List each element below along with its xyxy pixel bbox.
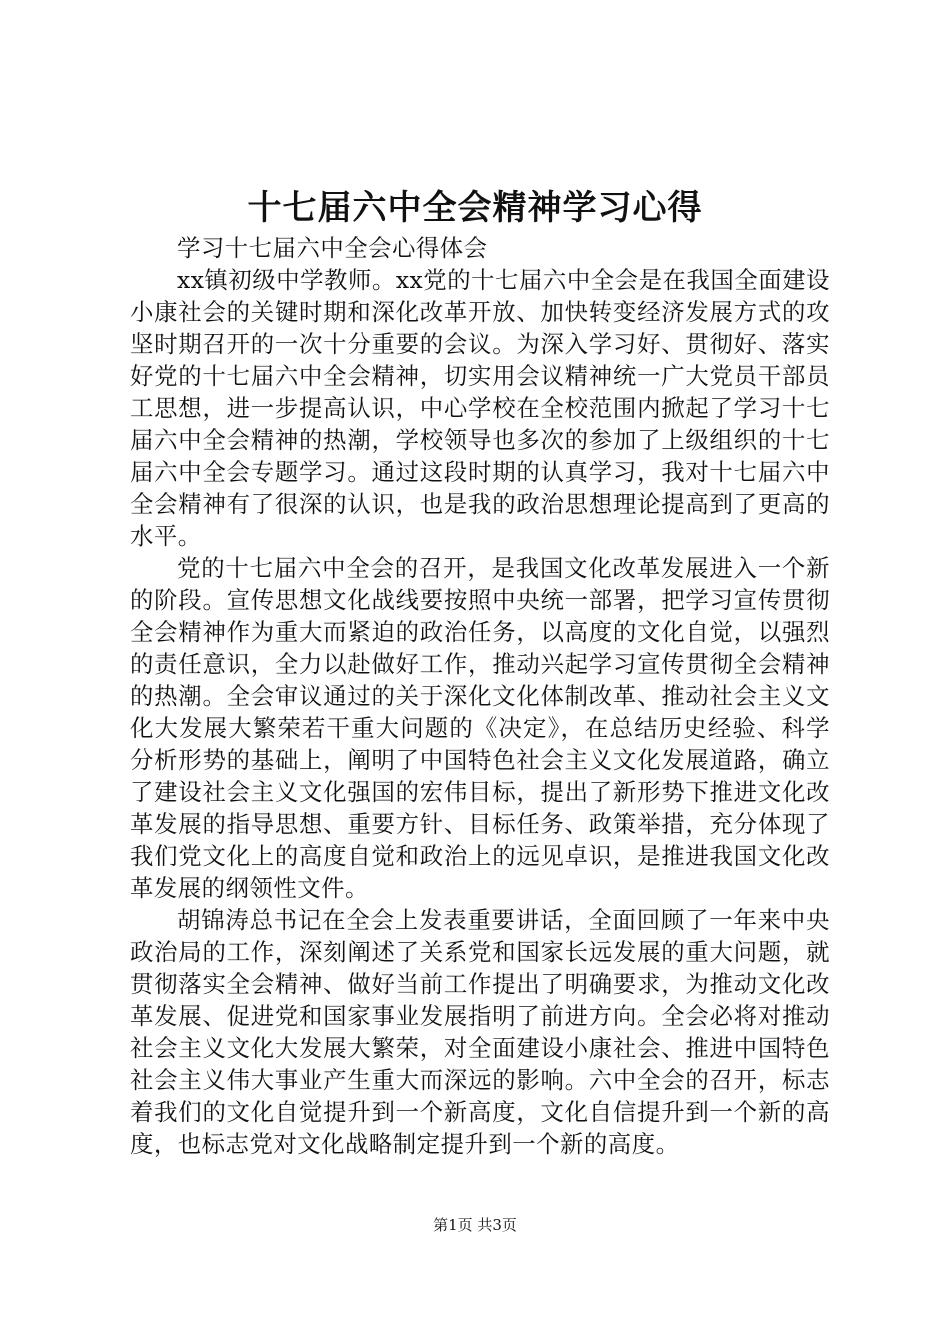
page-number-footer: 第1页 共3页 xyxy=(433,1216,517,1234)
document-subtitle: 学习十七届六中全会心得体会 xyxy=(177,234,488,262)
document-body xyxy=(130,232,830,1160)
paragraph-1: xx镇初级中学教师。xx党的十七届六中全会是在我国全面建设小康社会的关键时期和深化改革开放、加快转变经济发展方式的攻坚时期召开的一次十分重要的会议。为深入学习好、贯彻好、落实好党的十七届六中全会精神，切实用会议精神统一广大党员干部员工思想，进一步提高认识，中心学校在全校范围内掀起了学习十七届六中全会精神的热潮，学校领导也多次的参加了上级组织的十七届六中全会专题学习。通过这段时期的认真学习，我对十七届六中全会精神有了很深的认识，也是我的政治思想理论提高到了更高的水平。 xyxy=(130,266,830,550)
paragraph-2: 党的十七届六中全会的召开，是我国文化改革发展进入一个新的阶段。宣传思想文化战线要按照中央统一部署，把学习宣传贯彻全会精神作为重大而紧迫的政治任务，以高度的文化自觉，以强烈的责任意识，全力以赴做好工作，推动兴起学习宣传贯彻全会精神的热潮。全会审议通过的关于深化文化体制改革、推动社会主义文化大发展大繁荣若干重大问题的《决定》，在总结历史经验、科学分析形势的基础上，阐明了中国特色社会主义文化发展道路，确立了建设社会主义文化强国的宏伟目标，提出了新形势下推进文化改革发展的指导思想、重要方针、目标任务、政策举措，充分体现了我们党文化上的高度自觉和政治上的远见卓识，是推进我国文化改革发展的纲领性文件。 xyxy=(130,554,830,902)
paragraph-3: 胡锦涛总书记在全会上发表重要讲话，全面回顾了一年来中央政治局的工作，深刻阐述了关系党和国家长远发展的重大问题，就贯彻落实全会精神、做好当前工作提出了明确要求，为推动文化改革发展、促进党和国家事业发展指明了前进方向。全会必将对推动社会主义文化大发展大繁荣，对全面建设小康社会、推进中国特色社会主义伟大事业产生重大而深远的影响。六中全会的召开，标志着我们的文化自觉提升到一个新高度，文化自信提升到一个新的高度，也标志党对文化战略制定提升到一个新的高度。 xyxy=(130,906,830,1158)
document-title: 十七届六中全会精神学习心得 xyxy=(247,188,703,228)
